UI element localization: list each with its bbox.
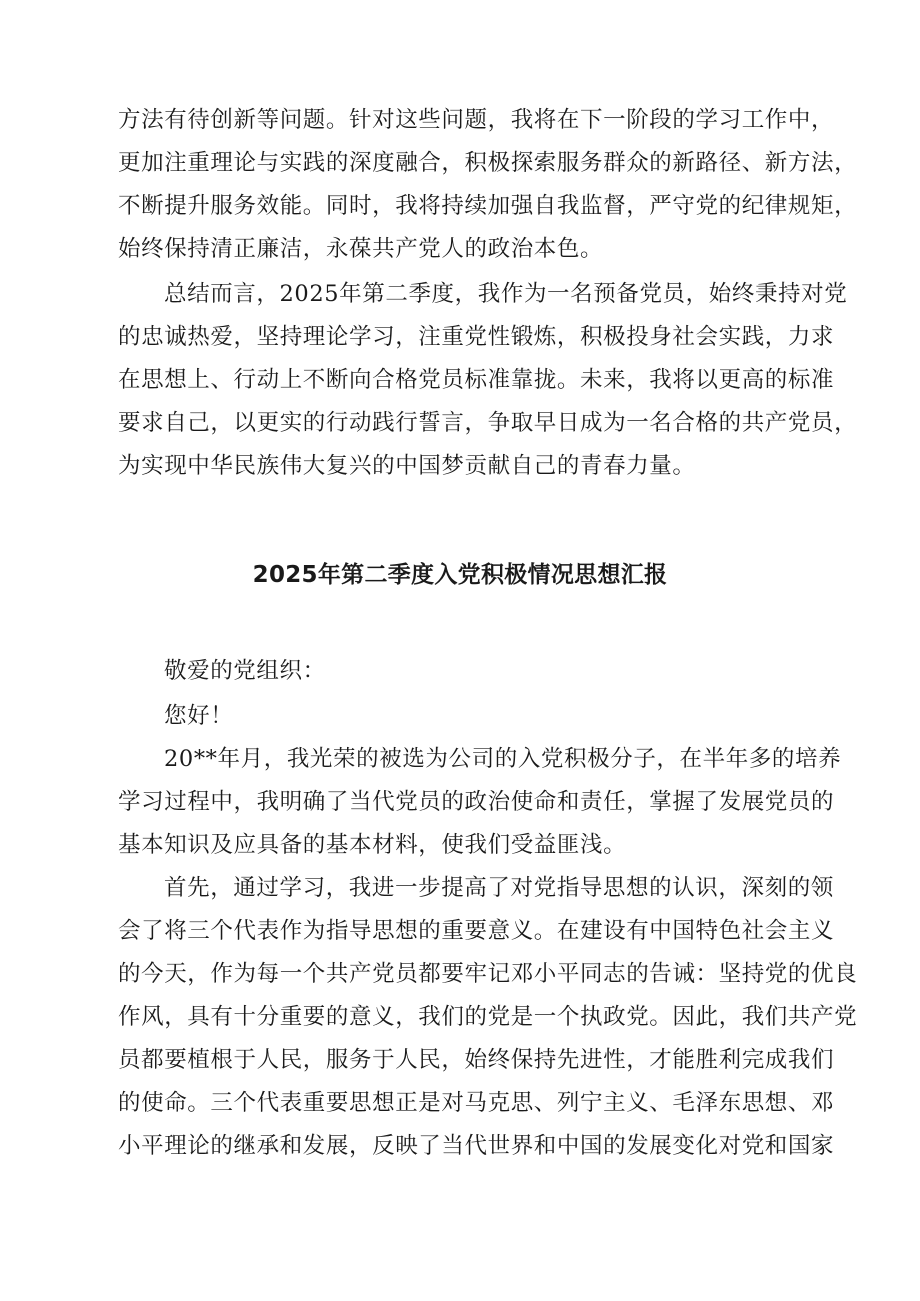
paragraph-line: 学习过程中，我明确了当代党员的政治使命和责任，掌握了发展党员的 (118, 789, 835, 815)
salutation: 敬爱的党组织： (164, 658, 326, 684)
paragraph-line: 的忠诚热爱，坚持理论学习，注重党性锻炼，积极投身社会实践，力求 (118, 324, 835, 350)
paragraph-line: 方法有待创新等问题。针对这些问题，我将在下一阶段的学习工作中， (118, 107, 835, 133)
greeting: 您好！ (164, 703, 234, 729)
paragraph-line: 要求自己，以更实的行动践行誓言，争取早日成为一名合格的共产党员， (118, 410, 858, 436)
paragraph-line: 20**年月，我光荣的被选为公司的入党积极分子，在半年多的培养 (164, 746, 842, 772)
paragraph-line: 总结而言，2025年第二季度，我作为一名预备党员，始终秉持对党 (164, 281, 848, 307)
paragraph-line: 会了将三个代表作为指导思想的重要意义。在建设有中国特色社会主义 (118, 918, 835, 944)
document-title: 2025年第二季度入党积极情况思想汇报 (252, 562, 668, 588)
paragraph-line: 在思想上、行动上不断向合格党员标准靠拢。未来，我将以更高的标准 (118, 367, 835, 393)
paragraph-line: 不断提升服务效能。同时，我将持续加强自我监督，严守党的纪律规矩， (118, 193, 858, 219)
paragraph-line: 为实现中华民族伟大复兴的中国梦贡献自己的青春力量。 (118, 453, 696, 479)
paragraph-line: 员都要植根于人民，服务于人民，始终保持先进性，才能胜利完成我们 (118, 1047, 835, 1073)
paragraph-line: 小平理论的继承和发展，反映了当代世界和中国的发展变化对党和国家 (118, 1133, 835, 1159)
paragraph-line: 的今天，作为每一个共产党员都要牢记邓小平同志的告诫：坚持党的优良 (118, 961, 858, 987)
paragraph-line: 作风，具有十分重要的意义，我们的党是一个执政党。因此，我们共产党 (118, 1004, 858, 1030)
paragraph-line: 基本知识及应具备的基本材料，使我们受益匪浅。 (118, 832, 627, 858)
paragraph-line: 的使命。三个代表重要思想正是对马克思、列宁主义、毛泽东思想、邓 (118, 1090, 835, 1116)
paragraph-line: 更加注重理论与实践的深度融合，积极探索服务群众的新路径、新方法， (118, 150, 858, 176)
paragraph-line: 始终保持清正廉洁，永葆共产党人的政治本色。 (118, 236, 604, 262)
paragraph-line: 首先，通过学习，我进一步提高了对党指导思想的认识，深刻的领 (164, 875, 834, 901)
